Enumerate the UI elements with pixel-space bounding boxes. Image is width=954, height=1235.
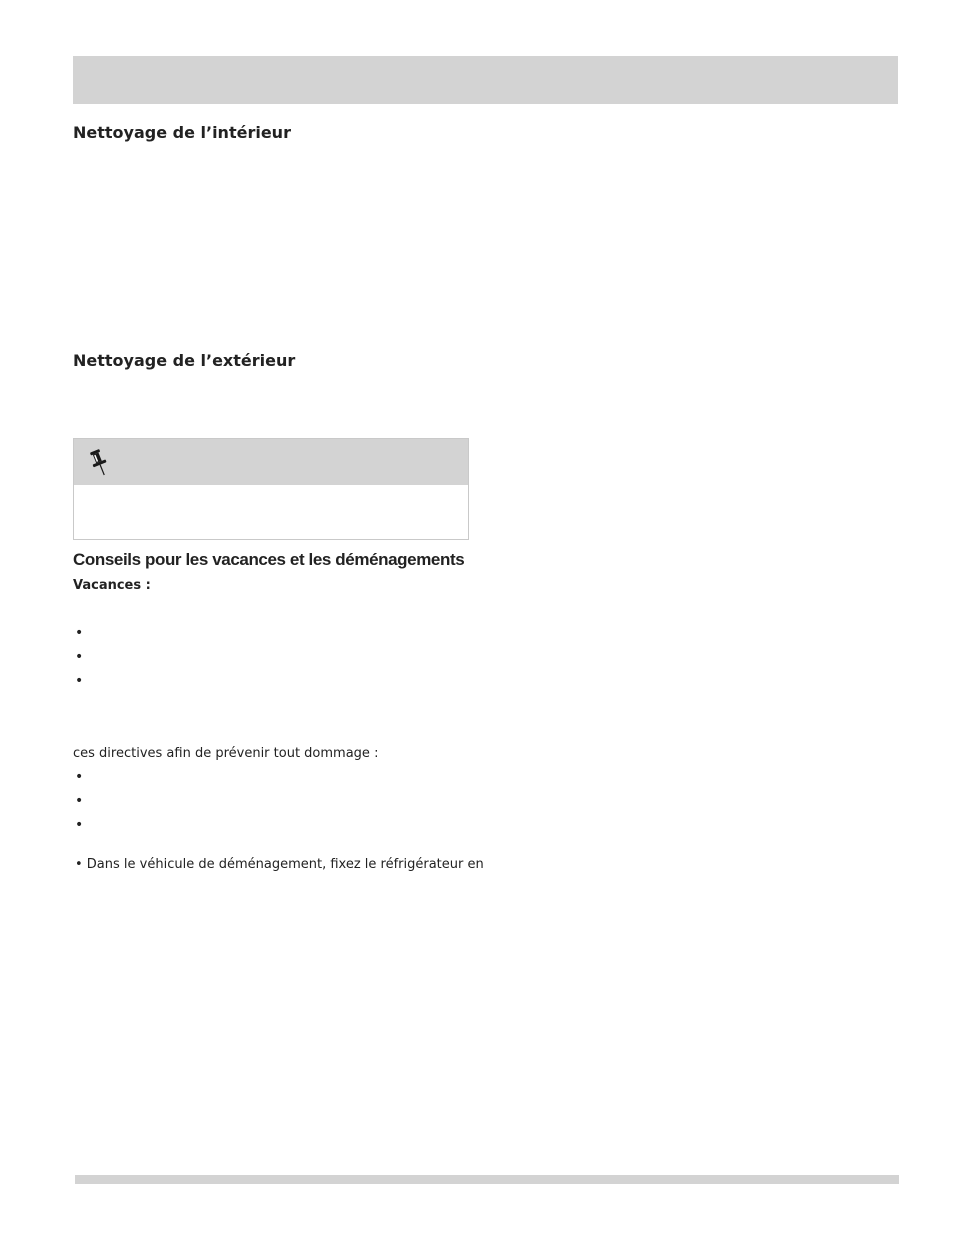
footer-bar xyxy=(75,1175,899,1184)
heading-vacation: Vacances : xyxy=(73,578,151,593)
vacation-bullet: • xyxy=(75,649,84,665)
header-bar xyxy=(73,56,898,104)
moving-bullet: • xyxy=(75,793,84,809)
moving-last-item: • Dans le véhicule de déménagement, fixez le réfrigérateur en xyxy=(75,857,484,872)
heading-exterior-cleaning: Nettoyage de l’extérieur xyxy=(73,351,296,370)
moving-bullet: • xyxy=(75,769,84,785)
heading-interior-cleaning: Nettoyage de l’intérieur xyxy=(73,123,291,142)
note-header xyxy=(74,439,468,485)
heading-tips: Conseils pour les vacances et les déménagements xyxy=(73,550,465,569)
vacation-bullet: • xyxy=(75,625,84,641)
moving-intro: ces directives afin de prévenir tout dommage : xyxy=(73,746,379,761)
note-box xyxy=(73,438,469,540)
moving-bullet: • xyxy=(75,817,84,833)
pushpin-icon xyxy=(88,448,110,478)
vacation-bullet: • xyxy=(75,673,84,689)
